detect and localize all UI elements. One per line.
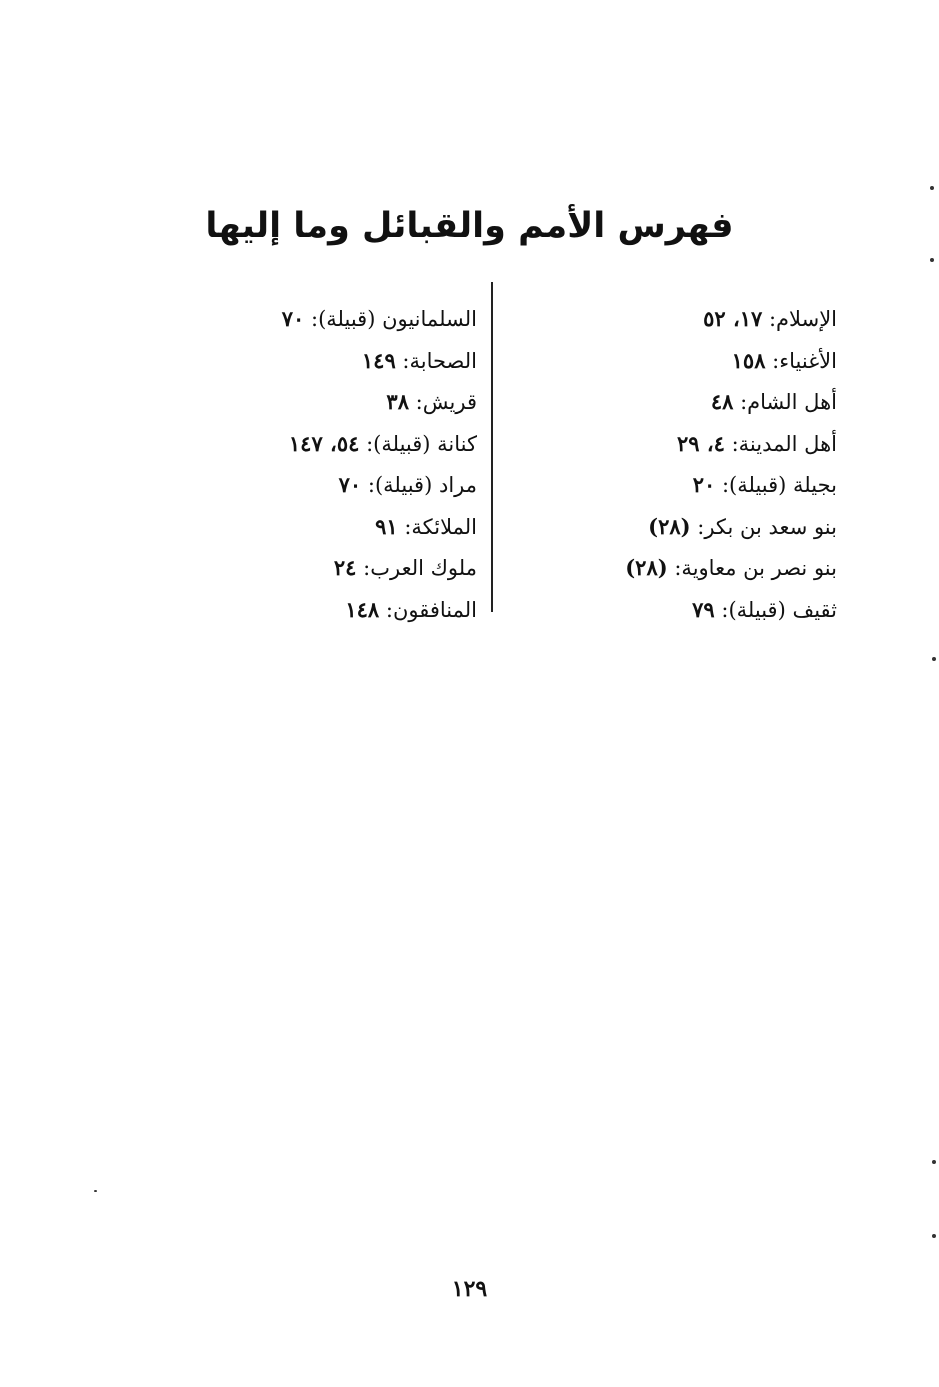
- entry-pages: ٤، ٢٩: [676, 430, 725, 456]
- entry-name: أهل الشام:: [740, 390, 837, 414]
- entry-name: كنانة (قبيلة):: [366, 431, 477, 456]
- index-entry: [237, 340, 477, 382]
- index-entry: [497, 506, 837, 548]
- entry-name: المنافقون:: [385, 597, 477, 622]
- entry-pages: ١٥٨: [731, 347, 766, 373]
- index-entry: [237, 506, 477, 548]
- index-entry: [237, 381, 477, 423]
- column-divider: [491, 282, 493, 612]
- scan-speck: [94, 1190, 97, 1192]
- entry-pages: ٢٤: [333, 555, 357, 580]
- entry-name: الملائكة:: [404, 514, 477, 539]
- page-number: ١٢٩: [451, 1276, 488, 1302]
- entry-name: قريش:: [415, 390, 477, 414]
- entry-name: بنو نصر بن معاوية:: [674, 556, 837, 580]
- entry-name: الأغنياء:: [772, 348, 837, 373]
- index-column-right: [497, 298, 837, 630]
- entry-pages: ١٧، ٥٢: [703, 306, 763, 331]
- index-entry: [497, 589, 837, 631]
- entry-pages: ٣٨: [386, 389, 409, 414]
- entry-pages: ٩١: [375, 513, 398, 539]
- entry-name: مراد (قبيلة):: [367, 473, 477, 497]
- entry-pages: ٥٤، ١٤٧: [288, 430, 360, 456]
- entry-name: الإسلام:: [768, 307, 837, 331]
- entry-name: الصحابة:: [402, 348, 477, 373]
- scan-speck: [930, 258, 934, 262]
- index-entry: [497, 423, 837, 465]
- index-entry: [497, 340, 837, 382]
- entry-pages: (٢٨): [648, 513, 691, 539]
- entry-name: ملوك العرب:: [363, 556, 477, 580]
- entry-pages: ٤٨: [710, 389, 734, 414]
- index-entry: [237, 298, 477, 340]
- scan-speck: [930, 186, 934, 190]
- index-entry: [237, 423, 477, 465]
- entry-name: أهل المدينة:: [731, 431, 837, 456]
- page-title: فهرس الأمم والقبائل وما إليها: [205, 206, 734, 246]
- index-entry: [237, 464, 477, 506]
- entry-pages: ١٤٩: [361, 347, 396, 373]
- entry-name: بجيلة (قبيلة):: [721, 473, 837, 497]
- index-entry: [497, 298, 837, 340]
- entry-pages: (٢٨): [625, 555, 668, 580]
- scan-speck: [932, 657, 936, 661]
- scan-speck: [932, 1160, 936, 1164]
- entry-name: بنو سعد بن بكر:: [697, 514, 837, 539]
- entry-name: ثقيف (قبيلة):: [721, 597, 837, 622]
- index-entry: [497, 381, 837, 423]
- entry-pages: ٢٠: [692, 472, 716, 497]
- scan-speck: [932, 1234, 936, 1238]
- index-entry: [497, 464, 837, 506]
- entry-pages: ١٤٨: [345, 596, 380, 622]
- entry-pages: ٧٩: [692, 596, 715, 622]
- entry-pages: ٧٠: [281, 306, 305, 331]
- entry-name: السلمانيون (قبيلة):: [311, 307, 477, 331]
- index-entry: [237, 589, 477, 631]
- index-entry: [237, 547, 477, 589]
- entry-pages: ٧٠: [338, 472, 362, 497]
- index-entry: [497, 547, 837, 589]
- index-column-left: [237, 298, 477, 630]
